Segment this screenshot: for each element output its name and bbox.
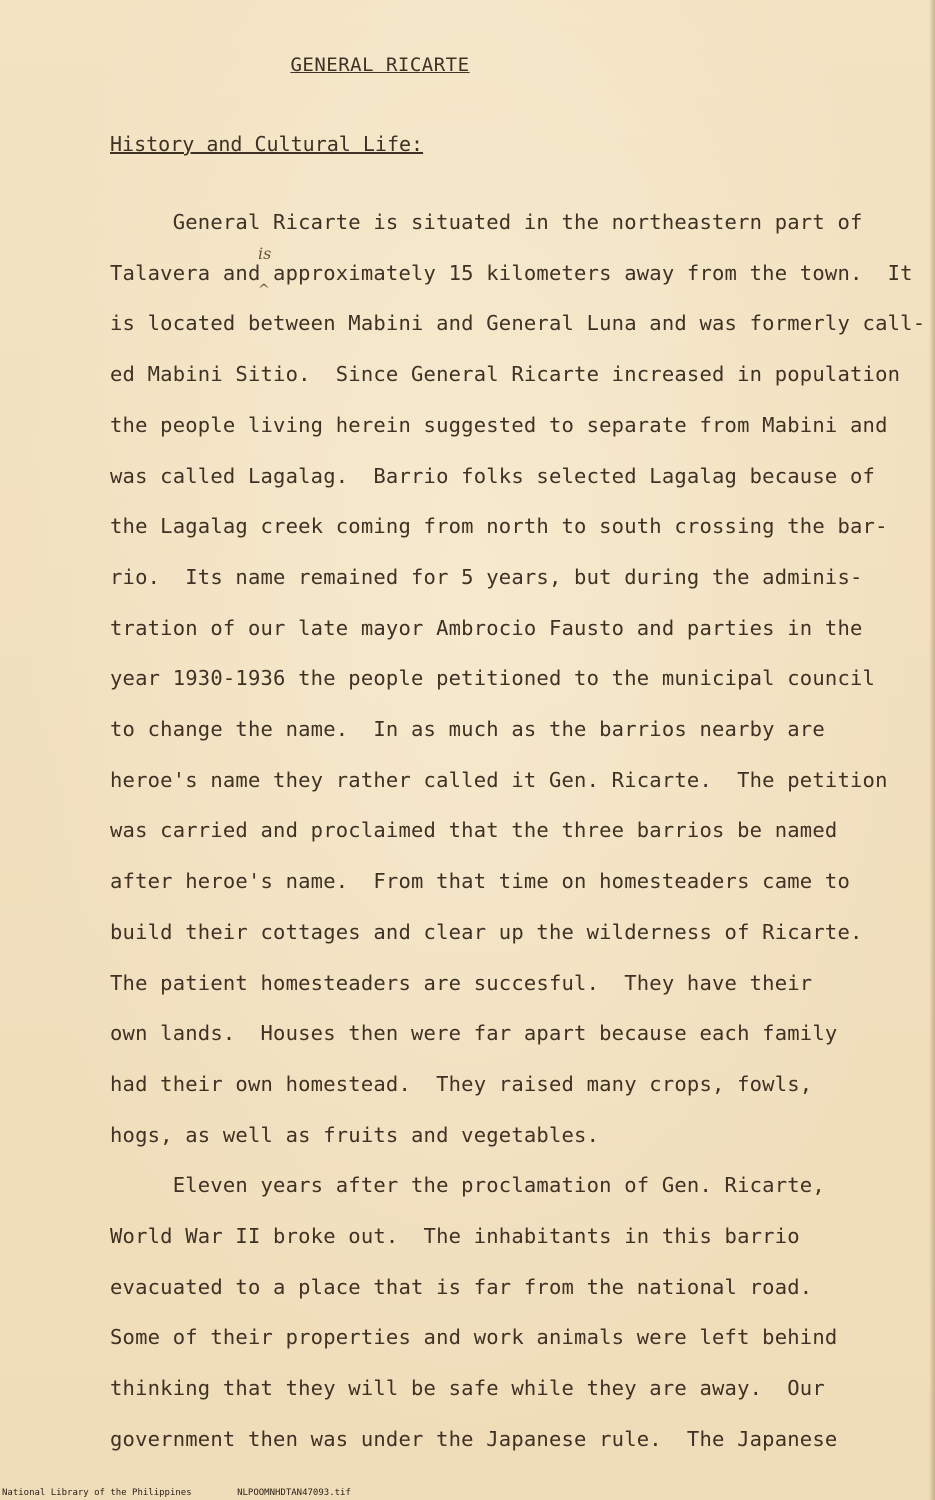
text-line: was called Lagalag. Barrio folks selected Lagalag because of: [110, 463, 876, 488]
text-line: evacuated to a place that is far from the national road.: [110, 1274, 813, 1299]
text-line: heroe's name they rather called it Gen. Ricarte. The petition: [110, 767, 888, 792]
document-title: GENERAL RICARTE: [290, 54, 470, 76]
text-line: after heroe's name. From that time on homesteaders came to: [110, 869, 850, 894]
text-line: build their cottages and clear up the wilderness of Ricarte.: [110, 919, 863, 944]
text-line: ed Mabini Sitio. Since General Ricarte increased in population: [110, 362, 901, 387]
text-line: the people living herein suggested to separate from Mabini and: [110, 412, 888, 437]
file-name: NLPOOMNHDTAN47093.tif: [237, 1488, 351, 1498]
text-line: The patient homesteaders are succesful. They have their: [110, 970, 813, 995]
text-line: Eleven years after the proclamation of Gen. Ricarte,: [110, 1173, 825, 1198]
page-edge-shadow: [929, 0, 935, 1500]
text-line: had their own homestead. They raised many crops, fowls,: [110, 1071, 813, 1096]
text-line: to change the name. In as much as the barrios nearby are: [110, 717, 825, 741]
text-line: is located between Mabini and General Luna and was formerly call-: [110, 311, 926, 336]
handwritten-insert: is: [258, 244, 272, 263]
library-credit: National Library of the Philippines: [2, 1488, 192, 1498]
text-line: government then was under the Japanese rule. The Japanese: [110, 1426, 838, 1451]
text-line: tration of our late mayor Ambrocio Fausto and parties in the: [110, 615, 863, 640]
text-line: hogs, as well as fruits and vegetables.: [110, 1122, 600, 1147]
text-line: the Lagalag creek coming from north to south crossing the bar-: [110, 514, 888, 539]
text-line: thinking that they will be safe while they are away. Our: [110, 1376, 825, 1401]
text-line: year 1930-1936 the people petitioned to the municipal council: [110, 666, 876, 691]
caret-mark: ^: [258, 282, 270, 298]
text-line: General Ricarte is situated in the northeastern part of: [110, 210, 863, 234]
text-line: was carried and proclaimed that the three barrios be named: [110, 818, 838, 843]
text-line: own lands. Houses then were far apart because each family: [110, 1021, 838, 1046]
section-heading: History and Cultural Life:: [110, 132, 424, 156]
text-line: World War II broke out. The inhabitants in this barrio: [110, 1224, 800, 1248]
text-line: Some of their properties and work animals were left behind: [110, 1325, 838, 1350]
text-line: rio. Its name remained for 5 years, but during the adminis-: [110, 564, 863, 589]
scan-footer: [2, 1488, 351, 1498]
text-line: Talavera and approximately 15 kilometers away from the town. It: [110, 260, 913, 285]
